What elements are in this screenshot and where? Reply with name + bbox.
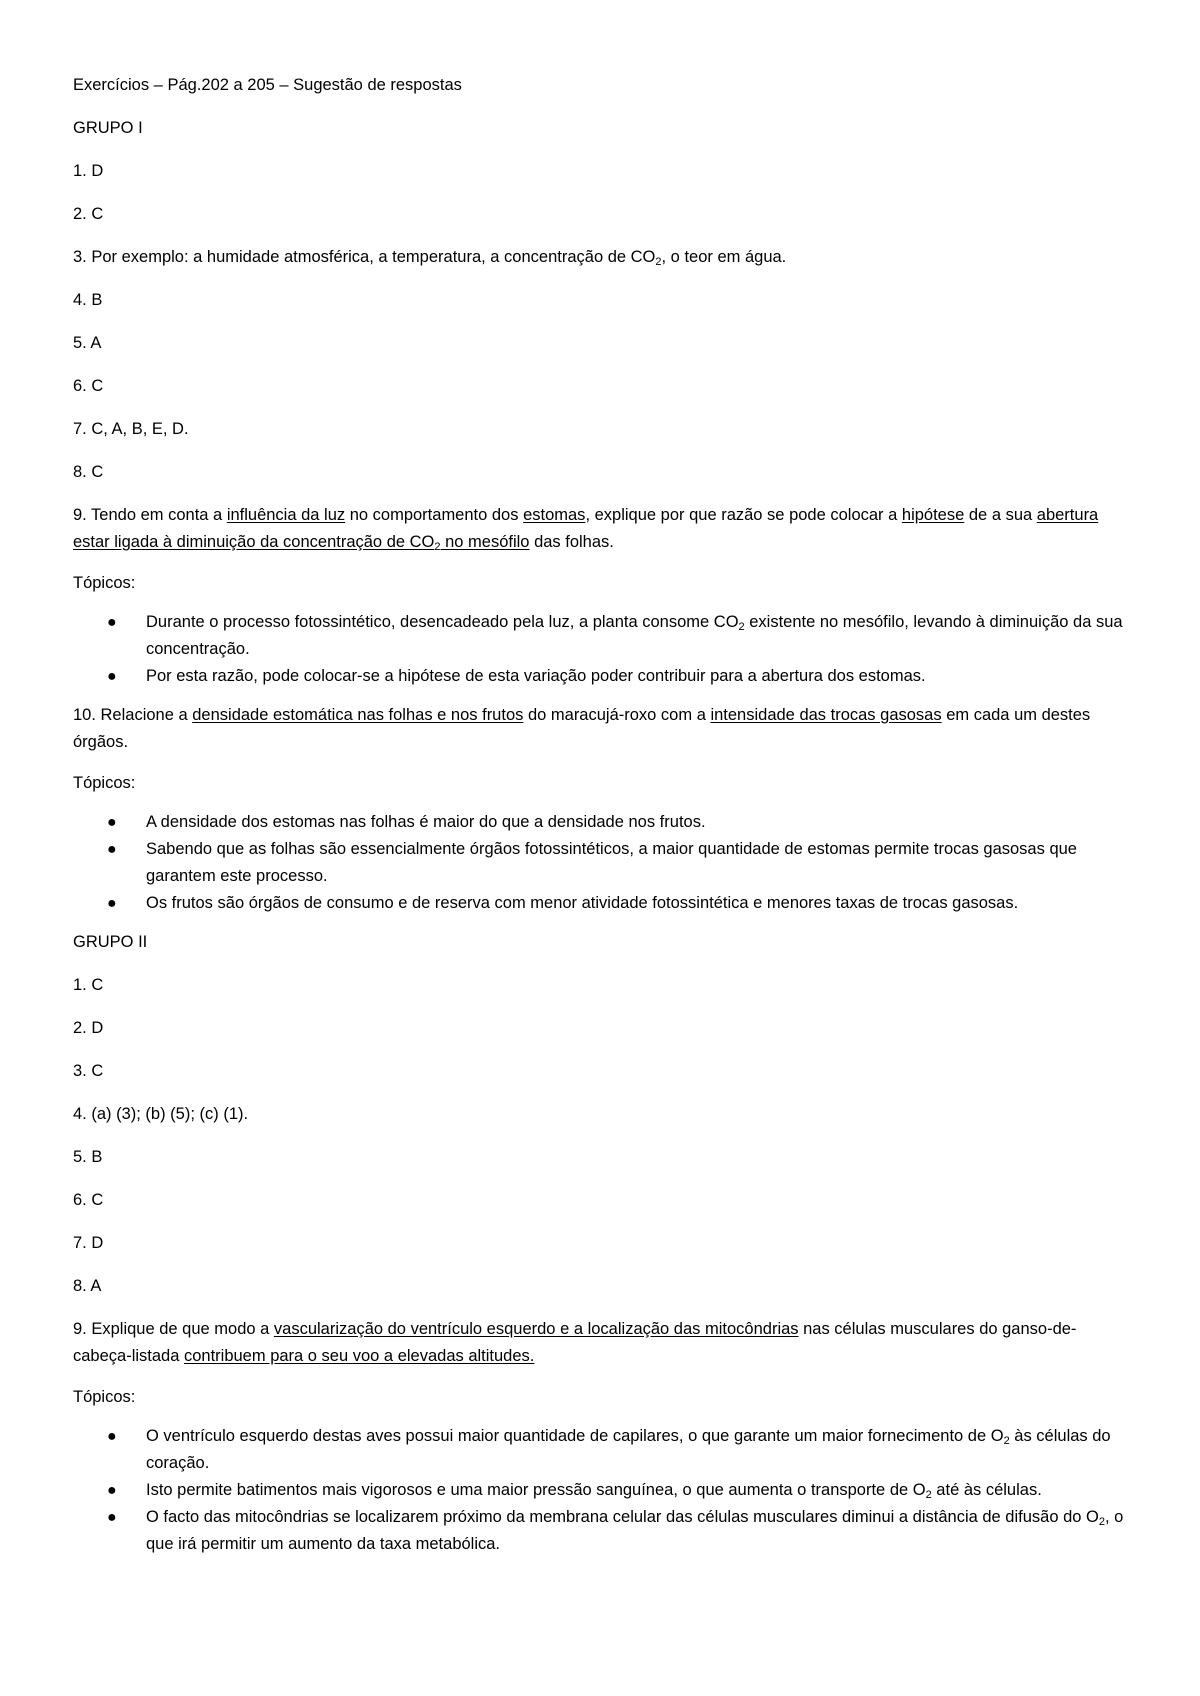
answer-g2-7: 7. D [73, 1234, 104, 1252]
bullet-icon: ● [107, 814, 117, 831]
answer-g1-1: 1. D [73, 162, 104, 180]
topics-label: Tópicos: [73, 1388, 136, 1406]
question-g1-9: 9. Tendo em conta a influência da luz no comportamento dos estomas, explique por que razão se pode colocar a hipótese de a sua abertura estar ligada à diminuição da concentração de $CO_2$ no mesófilo das folhas. [73, 506, 1099, 553]
topics-list-g1-10 [73, 809, 1133, 917]
bullet-icon: ● [107, 841, 117, 858]
answer-g2-6: 6. C [73, 1191, 104, 1209]
page-title: Exercícios – Pág.202 a 205 – Sugestão de respostas [73, 76, 462, 94]
topic-item: ● Por esta razão, pode colocar-se a hipótese de esta variação poder contribuir para a abertura dos estomas. [73, 663, 1133, 690]
bullet-icon: ● [107, 1509, 117, 1526]
answer-g2-1: 1. C [73, 976, 104, 994]
topic-item: ● O ventrículo esquerdo destas aves possui maior quantidade de capilares, o que garante um maior fornecimento de $O_2$ às células do coração. [73, 1423, 1133, 1477]
answer-g2-2: 2. D [73, 1019, 104, 1037]
group-2-heading: GRUPO II [73, 933, 148, 951]
topic-item: ● Os frutos são órgãos de consumo e de reserva com menor atividade fotossintética e menores taxas de trocas gasosas. [73, 890, 1133, 917]
bullet-icon: ● [107, 614, 117, 631]
question-g2-9: 9. Explique de que modo a vascularização do ventrículo esquerdo e a localização das mitocôndrias nas células musculares do ganso-de-cabeça-listada contribuem para o seu voo a elevadas altitudes. [73, 1320, 1077, 1365]
answer-g1-2: 2. C [73, 205, 104, 223]
bullet-icon: ● [107, 895, 117, 912]
answer-g2-4: 4. (a) (3); (b) (5); (c) (1). [73, 1105, 249, 1123]
topic-item: ● O facto das mitocôndrias se localizarem próximo da membrana celular das células musculares diminui a distância de difusão do $O_2$, o que irá permitir um aumento da taxa metabólica. [73, 1504, 1133, 1558]
topics-list-g1-9 [73, 609, 1133, 690]
bullet-icon: ● [107, 1482, 117, 1499]
answer-g2-5: 5. B [73, 1148, 103, 1166]
bullet-icon: ● [107, 668, 117, 685]
bullet-icon: ● [107, 1428, 117, 1445]
answer-g1-3: 3. Por exemplo: a humidade atmosférica, a temperatura, a concentração de $CO_2$, o teor em água. [73, 248, 787, 268]
answer-g1-6: 6. C [73, 377, 104, 395]
topic-item: ● Durante o processo fotossintético, desencadeado pela luz, a planta consome $CO_2$ existente no mesófilo, levando à diminuição da sua concentração. [73, 609, 1133, 663]
topic-item: ● Sabendo que as folhas são essencialmente órgãos fotossintéticos, a maior quantidade de estomas permite trocas gasosas que garantem este processo. [73, 836, 1133, 890]
answer-g2-8: 8. A [73, 1277, 102, 1295]
topics-list-g2-9 [73, 1423, 1133, 1558]
question-g1-10: 10. Relacione a densidade estomática nas folhas e nos frutos do maracujá-roxo com a intensidade das trocas gasosas em cada um destes órgãos. [73, 706, 1091, 751]
answer-g1-8: 8. C [73, 463, 104, 481]
answer-g1-4: 4. B [73, 291, 103, 309]
answer-g1-7: 7. C, A, B, E, D. [73, 420, 189, 438]
topic-item: ● A densidade dos estomas nas folhas é maior do que a densidade nos frutos. [73, 809, 1133, 836]
topics-label: Tópicos: [73, 774, 136, 792]
document-content [73, 72, 1133, 1570]
group-1-heading: GRUPO I [73, 119, 143, 137]
topic-item: ● Isto permite batimentos mais vigorosos e uma maior pressão sanguínea, o que aumenta o transporte de $O_2$ até às células. [73, 1477, 1133, 1504]
topics-label: Tópicos: [73, 574, 136, 592]
answer-g2-3: 3. C [73, 1062, 104, 1080]
answer-g1-5: 5. A [73, 334, 102, 352]
